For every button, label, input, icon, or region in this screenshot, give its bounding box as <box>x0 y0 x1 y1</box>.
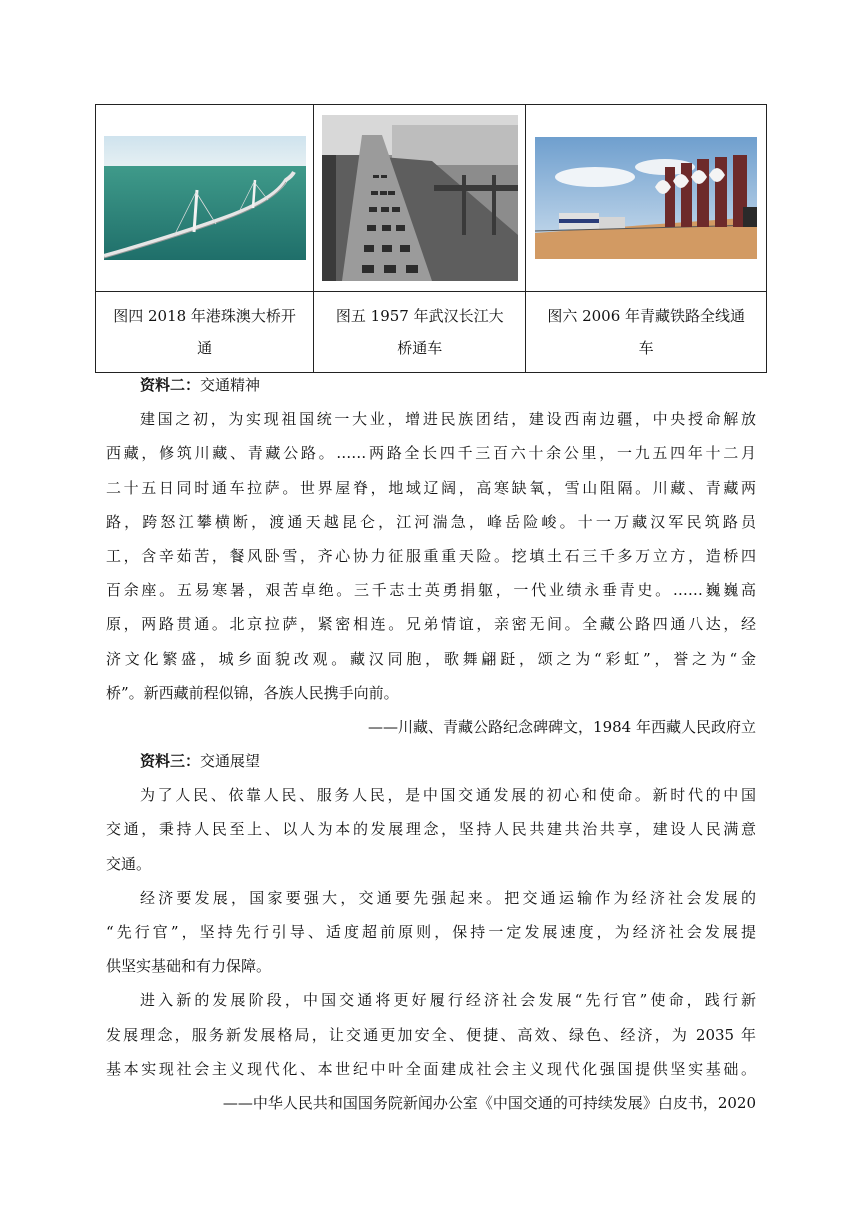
figure-6-caption <box>526 292 767 373</box>
figure-5-caption-line1: 图五 1957 年武汉长江大 <box>335 307 504 325</box>
figure-4-caption <box>96 292 314 373</box>
material3-p1-line: 为了人民、依靠人民、服务人民，是中国交通发展的初心和使命。新时代的中国 <box>140 786 756 805</box>
material3-heading-label: 资料三： <box>140 752 201 771</box>
material2-line: 路，跨怒江攀横断，渡通天越昆仑，江河湍急，峰岳险峻。十一万藏汉军民筑路员 <box>106 512 756 531</box>
material2-line: 西藏，修筑川藏、青藏公路。……两路全长四千三百六十余公里，一九五四年十二月 <box>106 444 756 463</box>
material2-line: 原，两路贯通。北京拉萨，紧密相连。兄弟情谊，亲密无间。全藏公路四通八达，经 <box>106 615 756 634</box>
bridge-bw-photo-icon <box>322 115 518 281</box>
material3-p1-line: 交通。 <box>106 854 152 873</box>
figure-4-caption-line2: 通 <box>197 339 213 357</box>
material2-line: 桥”。新西藏前程似锦，各族人民携手向前。 <box>106 683 399 702</box>
figure-5-cell <box>314 105 526 292</box>
material2-line: 建国之初，为实现祖国统一大业，增进民族团结，建设西南边疆，中央授命解放 <box>140 410 756 429</box>
material2-heading-label: 资料二： <box>140 376 201 394</box>
material3-p1-line: 交通，秉持人民至上、以人为本的发展理念，坚持人民共建共治共享，建设人民满意 <box>106 820 756 839</box>
bridge-sea-photo-icon <box>104 136 306 260</box>
material3-source: ——中华人民共和国国务院新闻办公室《中国交通的可持续发展》白皮书，2020 <box>222 1093 756 1112</box>
figure-4-caption-line1: 图四 2018 年港珠澳大桥开 <box>113 307 296 325</box>
material3-p3-line: 基本实现社会主义现代化、本世纪中叶全面建成社会主义现代化强国提供坚实基础。 <box>106 1059 756 1078</box>
material2-line: 二十五日同时通车拉萨。世界屋脊，地域辽阔，高寒缺氧，雪山阻隔。川藏、青藏两 <box>106 478 756 497</box>
material3-p2-line: 供坚实基础和有力保障。 <box>106 957 272 976</box>
body-text <box>106 368 756 1120</box>
railway-plateau-photo-icon <box>535 137 757 259</box>
figure-6-caption-line1: 图六 2006 年青藏铁路全线通 <box>547 307 746 325</box>
figure-6-cell <box>526 105 767 292</box>
material2-line: 百余座。五易寒暑，艰苦卓绝。三千志士英勇捐躯，一代业绩永垂青史。……巍巍高 <box>106 581 756 600</box>
material2-source: ——川藏、青藏公路纪念碑碑文，1984 年西藏人民政府立 <box>368 717 756 736</box>
material2-line: 济文化繁盛，城乡面貌改观。藏汉同胞，歌舞翩跹，颂之为“彩虹”，誉之为“金 <box>106 649 756 668</box>
material3-p2-line: 经济要发展，国家要强大，交通要先强起来。把交通运输作为经济社会发展的 <box>140 888 756 907</box>
material3-p3-line: 发展理念，服务新发展格局，让交通更加安全、便捷、高效、绿色、经济，为 2035 年 <box>106 1025 756 1044</box>
material3-p2-line: “先行官”，坚持先行引导、适度超前原则，保持一定发展速度，为经济社会发展提 <box>106 923 756 941</box>
figure-table <box>95 104 767 373</box>
figure-5-caption <box>314 292 526 373</box>
figure-4-cell <box>96 105 314 292</box>
material3-heading <box>106 744 756 778</box>
figure-6-caption-line2: 车 <box>638 339 654 357</box>
figure-5-caption-line2: 桥通车 <box>397 339 443 357</box>
material3-heading-title: 交通展望 <box>200 752 261 771</box>
material3-p3-line: 进入新的发展阶段，中国交通将更好履行经济社会发展“先行官”使命，践行新 <box>140 991 756 1010</box>
material2-heading-title: 交通精神 <box>200 376 261 394</box>
material2-heading <box>106 368 756 402</box>
material2-line: 工，含辛茹苦，餐风卧雪，齐心协力征服重重天险。挖填土石三千多万立方，造桥四 <box>106 546 756 565</box>
